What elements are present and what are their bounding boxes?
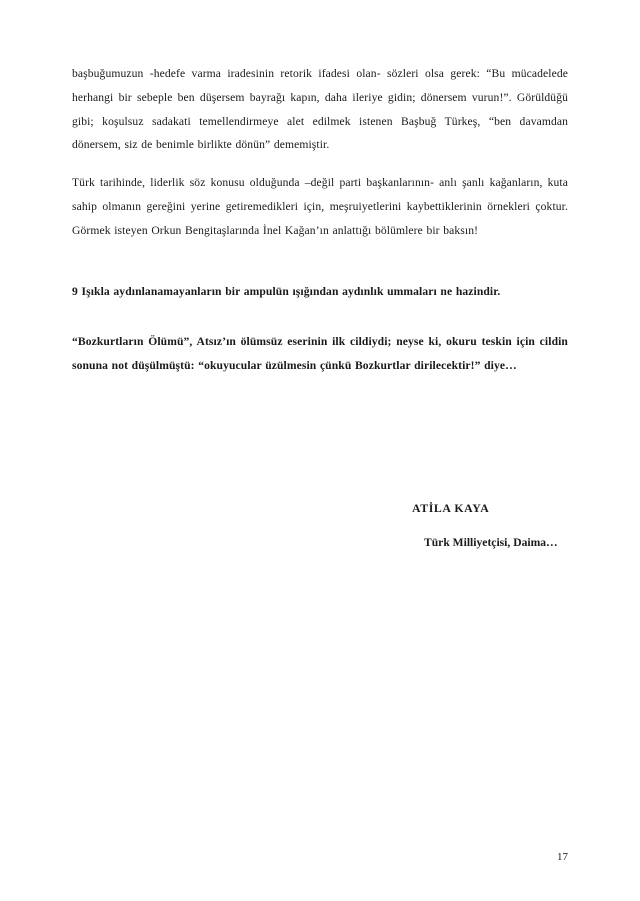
spacer bbox=[72, 262, 568, 280]
document-body bbox=[72, 62, 568, 554]
page-number: 17 bbox=[557, 851, 568, 863]
spacer bbox=[72, 304, 568, 330]
paragraph-2: Türk tarihinde, liderlik söz konusu olduğunda –değil parti başkanlarının- anlı şanlı kağanların, kuta sahip olmanın gereğini yerine getiremedikleri için, meşruiyetlerini kaybettiklerinin örnekleri çoktur. Görmek isteyen Orkun Bengitaşlarında İnel Kağan’ın anlattığı bölümlere bir baksın! bbox=[72, 176, 568, 237]
signature-name: ATİLA KAYA bbox=[412, 500, 490, 515]
signature-subtitle: Türk Milliyetçisi, Daima… bbox=[424, 535, 558, 549]
bold-quote-block: “Bozkurtların Ölümü”, Atsız’ın ölümsüz eserinin ilk cildiydi; neyse ki, okuru teskin için cildin sonuna not düşülmüştü: “okuyucular üzülmesin çünkü Bozkurtlar dirilecektir!” diye… bbox=[72, 335, 568, 372]
bold-statement: 9 Işıkla aydınlanamayanların bir ampulün ışığından aydınlık ummaları ne hazindir. bbox=[72, 285, 501, 299]
paragraph-1: başbuğumuzun -hedefe varma iradesinin retorik ifadesi olan- sözleri olsa gerek: “Bu mücadelede herhangi bir sebeple ben düşersem bayrağı kapın, daha ileriye gidin; dönersem vurun!”. Görüldüğü gibi; koşulsuz sadakati temellendirmeye alet edilmek istenen Başbuğ Türkeş, “ben davamdan dönersem, siz de benimle birlikte dönün” dememiştir. bbox=[72, 67, 568, 152]
signature-block bbox=[72, 498, 568, 554]
